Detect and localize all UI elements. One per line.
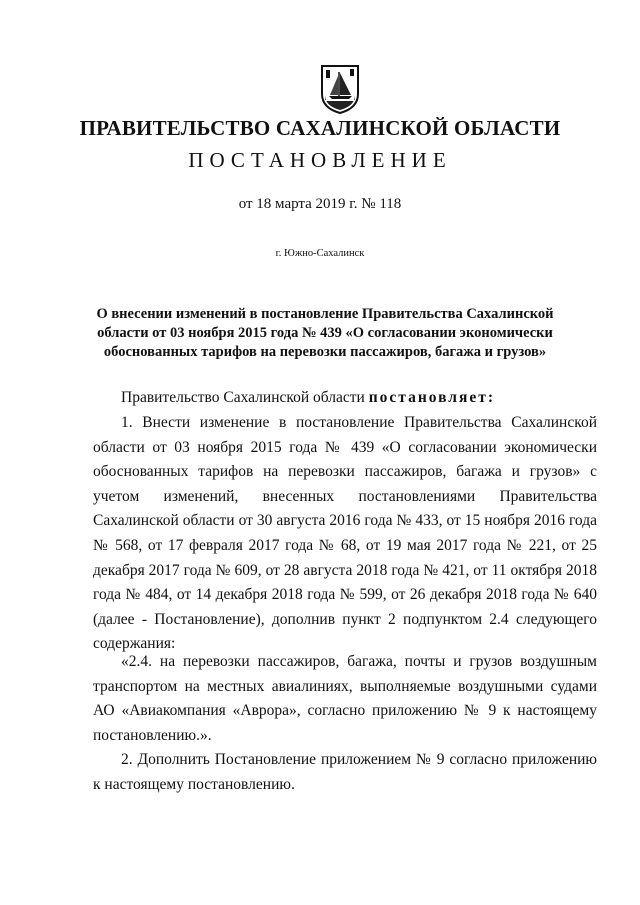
decree-intro-prefix: Правительство Сахалинской области: [121, 389, 369, 406]
document-place: г. Южно-Сахалинск: [275, 248, 365, 259]
government-title: ПРАВИТЕЛЬСТВО САХАЛИНСКОЙ ОБЛАСТИ: [79, 116, 561, 140]
paragraph-quote: «2.4. на перевозки пассажиров, багажа, почты и грузов воздушным транспортом на местных авиалиниях, выполняемые воздушными судами АО «Авиакомпания «Аврора», согласно приложению № 9 к настоящему постановлению.».: [93, 653, 597, 744]
paragraph-2: 2. Дополнить Постановление приложением № 9 согласно приложению к настоящему постановлению.: [93, 751, 597, 793]
decree-intro: [93, 386, 597, 411]
document-subject: О внесении изменений в постановление Правительства Сахалинской области от 03 ноября 2015 года № 439 «О согласовании экономически обоснованных тарифов на перевозки пассажиров, багажа и грузов»: [96, 306, 554, 360]
decree-keyword: постановляет:: [368, 389, 496, 406]
document-type: ПОСТАНОВЛЕНИЕ: [188, 148, 452, 172]
sakhalin-coat-of-arms-icon: [318, 64, 362, 114]
document-date-number: от 18 марта 2019 г. № 118: [238, 196, 402, 212]
paragraph-1: 1. Внести изменение в постановление Правительства Сахалинской области от 03 ноября 2015 года № 439 «О согласовании экономически обоснованных тарифов на перевозки пассажиров, багажа и грузов» с учетом изменений, внесенных постановлениями Правительства Сахалинской области от 30 августа 2016 года № 433, от 15 ноября 2016 года № 568, от 17 февраля 2017 года № 68, от 19 мая 2017 года № 221, от 25 декабря 2017 года № 609, от 28 августа 2018 года № 421, от 11 октября 2018 года № 484, от 14 декабря 2018 года № 599, от 26 декабря 2018 года № 640 (далее - Постановление), дополнив пункт 2 подпунктом 2.4 следующего содержания:: [93, 414, 597, 653]
